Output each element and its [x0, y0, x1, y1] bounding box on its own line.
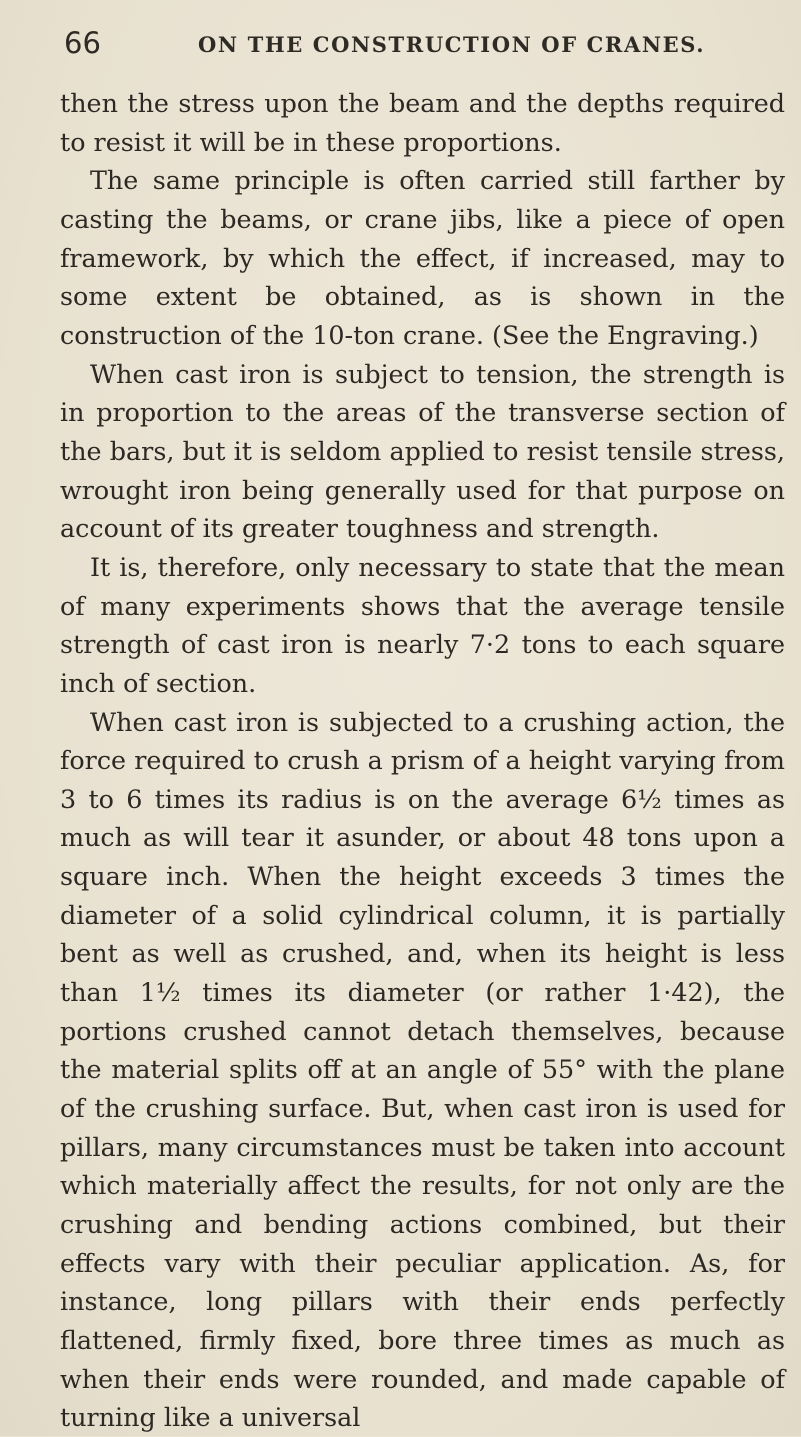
- paragraph-crushing-action: When cast iron is subjected to a crushing action, the force required to crush a prism of a height varying from 3 to 6 times its radius is on the average 6½ times as much as will tear it asunder, or about 48 tons upon a square inch. When the height exceeds 3 times the diameter of a solid cylindrical column, it is partially bent as well as crushed, and, when its height is less than 1½ times its diameter (or rather 1·42), the portions crushed cannot detach themselves, because the material splits off at an angle of 55° with the plane of the crushing surface. But, when cast iron is used for pillars, many circumstances must be taken into account which materially affect the results, for not only are the crushing and bending actions combined, but their effects vary with their peculiar application. As, for instance, long pillars with their ends perfectly flattened, firmly fixed, bore three times as much as when their ends were rounded, and made capable of turning like a universal: [60, 706, 785, 1433]
- page-number: 66: [64, 26, 101, 60]
- running-head: ON THE CONSTRUCTION OF CRANES.: [198, 32, 706, 57]
- paragraph-open-framework: The same principle is often carried still farther by casting the beams, or crane jibs, like a piece of open framework, by which the effect, if increased, may to some extent be obtained, as is shown in the construction of the 10-ton crane. (See the Engraving.): [60, 165, 785, 350]
- body-text: [60, 84, 785, 1437]
- paragraph-tension: When cast iron is subject to tension, the strength is in proportion to the areas of the transverse section of the bars, but it is seldom applied to resist tensile stress, wrought iron being generally used for that purpose on account of its greater toughness and strength.: [60, 358, 785, 544]
- page-header: [64, 26, 784, 66]
- paragraph-tensile-strength: It is, therefore, only necessary to state that the mean of many experiments shows that the average tensile strength of cast iron is nearly 7·2 tons to each square inch of section.: [60, 551, 785, 698]
- paragraph-continued: then the stress upon the beam and the depths required to resist it will be in these proportions.: [60, 88, 785, 157]
